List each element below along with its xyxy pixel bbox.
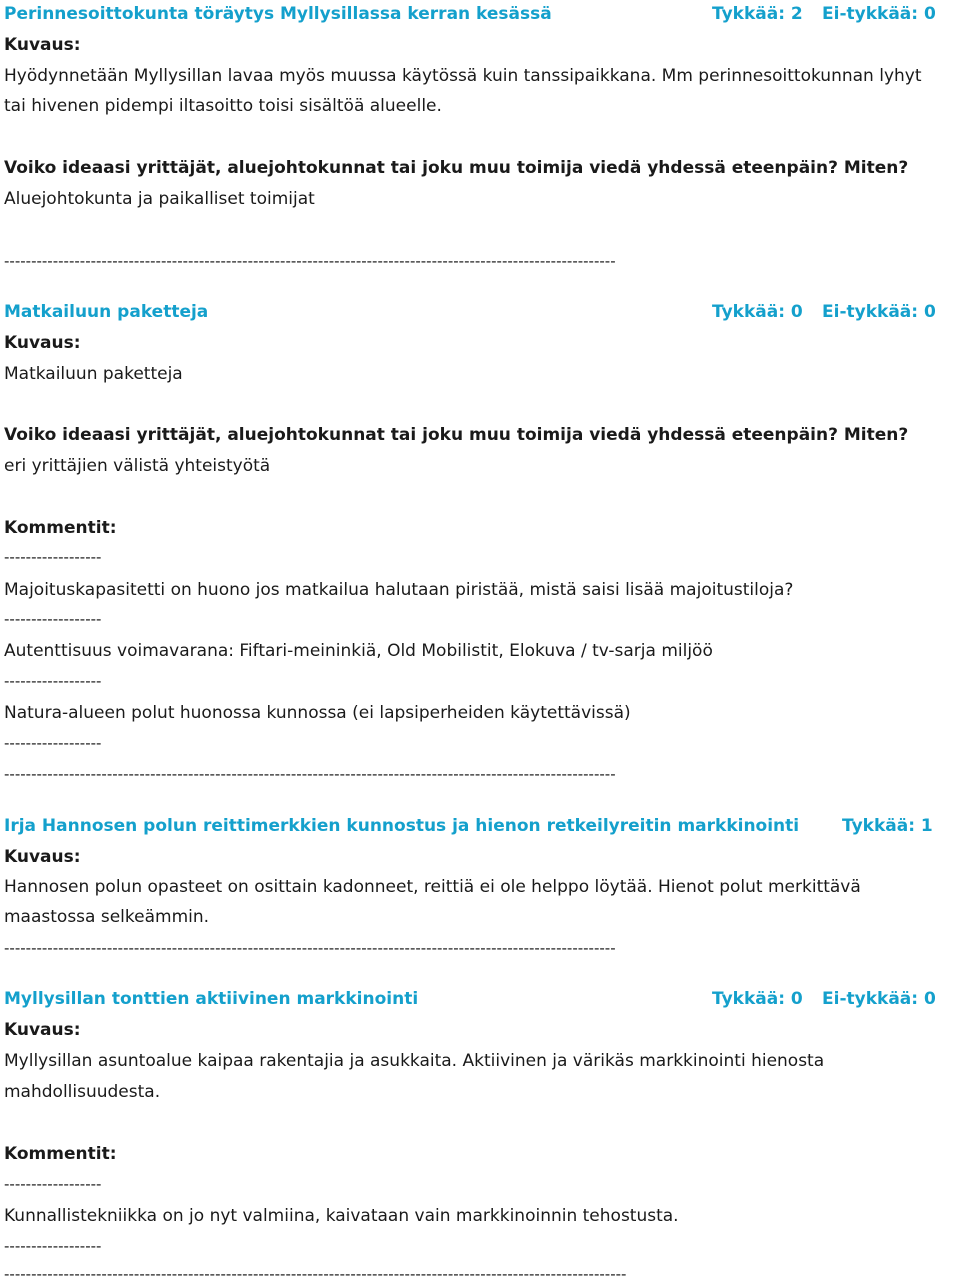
question-heading: Voiko ideaasi yrittäjät, aluejohtokunnat tai joku muu toimija viedä yhdessä eteenpäin? Miten?: [4, 158, 909, 178]
description-label: Kuvaus:: [4, 1020, 81, 1040]
dislikes-count: Ei-tykkää: 0: [822, 989, 936, 1009]
comment-separator: ------------------: [4, 1175, 102, 1193]
idea-title[interactable]: Perinnesoittokunta töräytys Myllysillassa kerran kesässä: [4, 4, 552, 24]
description-label: Kuvaus:: [4, 333, 81, 353]
separator: -----------------------------------------------------------------------------------------------------------------: [4, 939, 616, 957]
idea-title[interactable]: Irja Hannosen polun reittimerkkien kunnostus ja hienon retkeilyreitin markkinointi: [4, 816, 800, 836]
comment-text: Natura-alueen polut huonossa kunnossa (ei lapsiperheiden käytettävissä): [4, 703, 631, 723]
comment-separator: ------------------: [4, 548, 102, 566]
description-text: Hannosen polun opasteet on osittain kadonneet, reittiä ei ole helppo löytää. Hienot polut merkittävä: [4, 877, 861, 897]
description-text: Hyödynnetään Myllysillan lavaa myös muussa käytössä kuin tanssipaikkana. Mm perinnesoittokunnan lyhyt: [4, 66, 922, 86]
comment-text: Autenttisuus voimavarana: Fiftari-meininkiä, Old Mobilistit, Elokuva / tv-sarja miljöö: [4, 641, 713, 661]
likes-count: Tykkää: 0: [712, 302, 803, 322]
question-heading: Voiko ideaasi yrittäjät, aluejohtokunnat tai joku muu toimija viedä yhdessä eteenpäin? Miten?: [4, 425, 909, 445]
comment-separator: ------------------: [4, 610, 102, 628]
dislikes-count: Ei-tykkää: 0: [822, 4, 936, 24]
separator: -------------------------------------------------------------------------------------------------------------------: [4, 1265, 627, 1283]
likes-count: Tykkää: 0: [712, 989, 803, 1009]
dislikes-count: Ei-tykkää: 0: [822, 302, 936, 322]
idea-title[interactable]: Matkailuun paketteja: [4, 302, 209, 322]
answer-text: Aluejohtokunta ja paikalliset toimijat: [4, 189, 315, 209]
idea-title[interactable]: Myllysillan tonttien aktiivinen markkinointi: [4, 989, 419, 1009]
description-text: Matkailuun paketteja: [4, 364, 183, 384]
description-text: Myllysillan asuntoalue kaipaa rakentajia ja asukkaita. Aktiivinen ja värikäs markkinointi hienosta: [4, 1051, 825, 1071]
separator: -----------------------------------------------------------------------------------------------------------------: [4, 252, 616, 270]
comment-separator: ------------------: [4, 734, 102, 752]
likes-count: Tykkää: 1: [842, 816, 933, 836]
description-text: mahdollisuudesta.: [4, 1082, 161, 1102]
description-text: maastossa selkeämmin.: [4, 907, 210, 927]
comment-text: Majoituskapasitetti on huono jos matkailua halutaan piristää, mistä saisi lisää majoitustiloja?: [4, 580, 794, 600]
comment-text: Kunnallistekniikka on jo nyt valmiina, kaivataan vain markkinoinnin tehostusta.: [4, 1206, 679, 1226]
answer-text: eri yrittäjien välistä yhteistyötä: [4, 456, 271, 476]
comment-separator: ------------------: [4, 1237, 102, 1255]
separator: -----------------------------------------------------------------------------------------------------------------: [4, 765, 616, 783]
comments-label: Kommentit:: [4, 1144, 117, 1164]
comments-label: Kommentit:: [4, 518, 117, 538]
likes-count: Tykkää: 2: [712, 4, 803, 24]
comment-separator: ------------------: [4, 672, 102, 690]
description-label: Kuvaus:: [4, 35, 81, 55]
description-text: tai hivenen pidempi iltasoitto toisi sisältöä alueelle.: [4, 96, 442, 116]
description-label: Kuvaus:: [4, 847, 81, 867]
